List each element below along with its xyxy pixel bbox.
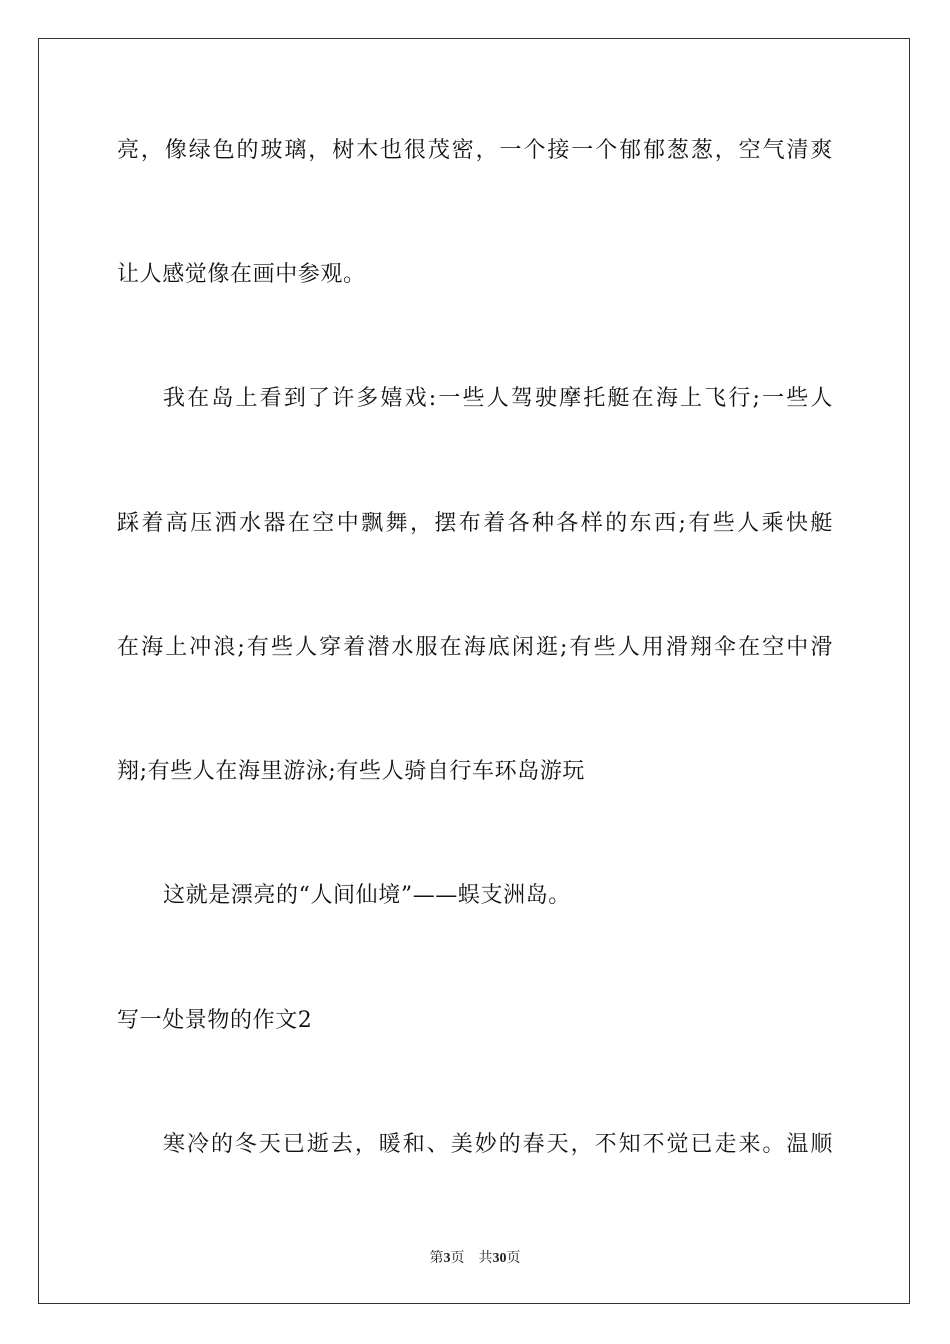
- paragraph-line-6: 翔;有些人在海里游泳;有些人骑自行车环岛游玩: [117, 759, 586, 784]
- footer-page-suffix: 页: [450, 1251, 465, 1266]
- paragraph-line-2: 让人感觉像在画中参观。: [117, 262, 366, 287]
- section-heading: 写一处景物的作文2: [117, 1008, 313, 1033]
- paragraph-line-4: 踩着高压洒水器在空中飘舞，摆布着各种各样的东西;有些人乘快艇: [117, 511, 833, 536]
- footer-page-prefix: 第: [429, 1251, 444, 1266]
- paragraph-line-5: 在海上冲浪;有些人穿着潜水服在海底闲逛;有些人用滑翔伞在空中滑: [117, 635, 833, 660]
- paragraph-line-9: 寒冷的冬天已逝去，暖和、美妙的春天，不知不觉已走来。温顺: [163, 1132, 833, 1157]
- footer-total-prefix: 共: [478, 1251, 493, 1266]
- paragraph-line-7: 这就是漂亮的“人间仙境”——蜈支洲岛。: [163, 883, 571, 908]
- page-footer: [0, 1247, 950, 1267]
- paragraph-line-3: 我在岛上看到了许多嬉戏:一些人驾驶摩托艇在海上飞行;一些人: [163, 386, 833, 411]
- footer-total-suffix: 页: [506, 1251, 521, 1266]
- footer-total-pages: 30: [492, 1251, 507, 1266]
- page-border: [38, 38, 910, 1304]
- footer-page-number: 3: [443, 1251, 451, 1266]
- paragraph-line-1: 亮，像绿色的玻璃，树木也很茂密，一个接一个郁郁葱葱，空气清爽: [117, 138, 833, 163]
